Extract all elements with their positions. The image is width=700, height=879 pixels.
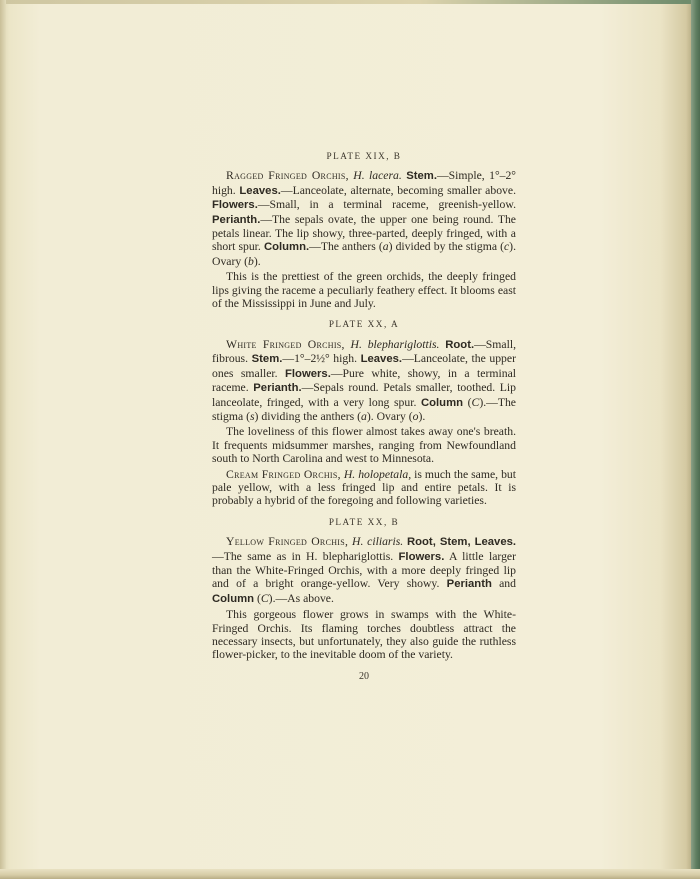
bold-term: Stem. [251, 353, 283, 366]
text-run: —1°–2½° high. [282, 352, 361, 366]
text-run: —Simple, 1°–2° high. [212, 169, 516, 197]
text-run: —Pure white, showy, in a terminal raceme. [212, 366, 517, 395]
page-number: 20 [359, 670, 369, 682]
plate-heading: PLATE XX, B [328, 516, 400, 527]
text-run: —Lanceolate, alternate, becoming smaller above. [280, 183, 516, 197]
italic-text: o [412, 409, 419, 423]
body-paragraph [212, 270, 516, 310]
book-cover-edge [691, 0, 700, 879]
text-run: A little larger than the White-Fringed Orchis, with a more deeply fringed lip and of a bright orange-yellow. Very showy. [212, 549, 516, 591]
text-run: —Lanceolate, the upper ones smaller. [212, 352, 516, 380]
text-run: ) dividing the anthers ( [254, 409, 362, 423]
bold-term: Flowers. [398, 550, 445, 563]
bold-term: Leaves. [360, 353, 403, 366]
italic-text: b [248, 254, 254, 268]
body-paragraph [212, 425, 516, 465]
body-paragraph [212, 468, 516, 508]
page-top-edge [0, 0, 700, 4]
text-run: ). [418, 409, 426, 423]
text-run: ). Ovary ( [366, 409, 413, 423]
species-name: White Fringed Orchis, [226, 337, 345, 351]
bold-term: Stem. [406, 170, 437, 183]
italic-text: c [503, 240, 510, 254]
page-gutter [0, 0, 6, 879]
species-name: Yellow Fringed Orchis, [226, 535, 349, 549]
text-run: ) divided by the stigma ( [388, 240, 504, 254]
bold-term: Flowers. [285, 367, 331, 380]
italic-text: H. holopetala, [343, 467, 412, 481]
bold-term: Column [420, 396, 464, 409]
italic-text: C [260, 591, 269, 605]
body-paragraph [212, 608, 516, 662]
bold-term: Flowers. [212, 199, 258, 212]
species-name: Cream Fringed Orchis, [226, 467, 341, 481]
text-run: —Sepals round. Petals smaller, toothed. Lip lanceolate, fringed, with a very long spur. [212, 381, 517, 409]
bold-term: Perianth [446, 578, 492, 591]
text-run: ). [253, 254, 261, 268]
bold-term: Column [212, 592, 255, 605]
italic-text: H. blephariglottis. [350, 337, 440, 351]
text-run: —Small, in a terminal raceme, greenish-yellow. [257, 198, 516, 212]
text-run: ).—The stigma ( [212, 395, 516, 423]
italic-text: H. lacera. [353, 169, 402, 183]
text-run: —The sepals ovate, the upper one being round. The petals linear. The lip showy, three-parted, deeply fringed, with a short spur. [212, 212, 516, 254]
italic-text: C [471, 395, 480, 409]
bold-term: Perianth. [212, 213, 261, 226]
text-run: This is the prettiest of the green orchids, the deeply fringed lips giving the raceme a peculiarly feathery effect. It blooms east of the Mississippi in June and July. [212, 270, 516, 311]
bold-term: Leaves. [239, 184, 281, 197]
text-run: —The same as in H. blephariglottis. [212, 549, 399, 563]
italic-text: a [361, 409, 367, 423]
bold-term: Root. [445, 338, 475, 351]
text-run: —Small, fibrous. [212, 337, 516, 366]
bold-term: Perianth. [253, 382, 302, 395]
italic-text: H. ciliaris. [352, 535, 404, 549]
body-paragraph [212, 535, 516, 606]
text-run: ). Ovary ( [212, 240, 516, 268]
text-run: This gorgeous flower grows in swamps with the White-Fringed Orchis. Its flaming torches doubtless attract the necessary insects, but unfortunately, they also guide the ruthless flower-picker, to the inevitable doom of the variety. [212, 608, 516, 662]
species-name: Ragged Fringed Orchis, [226, 169, 349, 183]
text-run: The loveliness of this flower almost takes away one's breath. It frequents midsummer marshes, ranging from Newfoundland south to North Carolina and west to Minnesota. [212, 425, 516, 466]
plate-heading: PLATE XX, A [328, 319, 400, 330]
bold-term: Root, Stem, Leaves. [406, 536, 517, 549]
text-run: and [491, 577, 516, 591]
bold-term: Column. [263, 241, 310, 254]
body-paragraph [212, 338, 516, 423]
page-text-block [212, 150, 516, 683]
text-run: is much the same, but pale yellow, with a less fringed lip and entire petals. It is probably a hybrid of the foregoing and following varieties. [212, 467, 517, 508]
text-run: ( [254, 591, 261, 605]
text-run: ).—As above. [268, 591, 334, 605]
plate-heading: PLATE XIX, B [326, 151, 402, 161]
text-run: —The anthers ( [309, 240, 383, 254]
text-run: ( [463, 395, 472, 409]
body-paragraph [212, 169, 516, 268]
italic-text: s [249, 409, 255, 423]
italic-text: a [382, 240, 389, 254]
page-bottom-edge [0, 869, 700, 879]
